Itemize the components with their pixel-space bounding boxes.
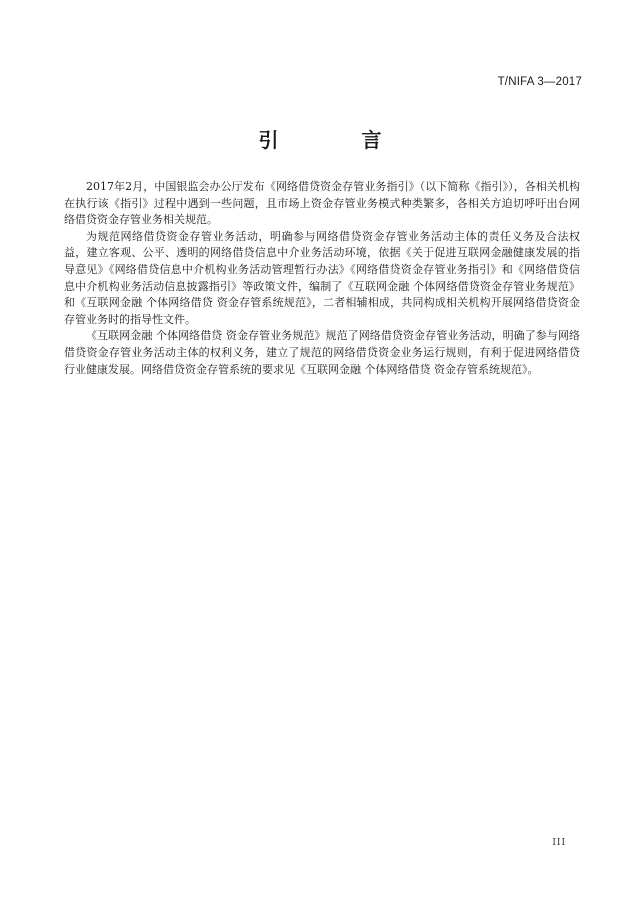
paragraph: 2017年2月，中国银监会办公厅发布《网络借贷资金存管业务指引》（以下简称《指引》），各相关机构在执行该《指引》过程中遇到一些问题，且市场上资金存管业务模式种类繁多，各相关方迫切呼吁出台网络借贷资金存管业务相关规范。 [64,180,580,227]
standard-code: T/NIFA 3—2017 [497,76,582,88]
page-number: III [552,838,566,848]
document-body [64,179,580,378]
paragraph: 《互联网金融 个体网络借贷 资金存管业务规范》规范了网络借贷资金存管业务活动，明确了参与网络借贷资金存管业务活动主体的权利义务，建立了规范的网络借贷资金业务运行规则，有利于促进网络借贷行业健康发展。网络借贷资金存管系统的要求见《互联网金融 个体网络借贷 资金存管系统规范》。 [64,329,580,376]
paragraph: 为规范网络借贷资金存管业务活动，明确参与网络借贷资金存管业务活动主体的责任义务及合法权益，建立客观、公平、透明的网络借贷信息中介业务活动环境，依据《关于促进互联网金融健康发展的指导意见》《网络借贷信息中介机构业务活动管理暂行办法》《网络借贷资金存管业务指引》和《网络借贷信息中介机构业务活动信息披露指引》等政策文件，编制了《互联网金融 个体网络借贷资金存管业务规范》和《互联网金融 个体网络借贷 资金存管系统规范》，二者相辅相成，共同构成相关机构开展网络借贷资金存管业务时的指导性文件。 [64,229,580,326]
section-title: 引 言 [258,128,420,152]
